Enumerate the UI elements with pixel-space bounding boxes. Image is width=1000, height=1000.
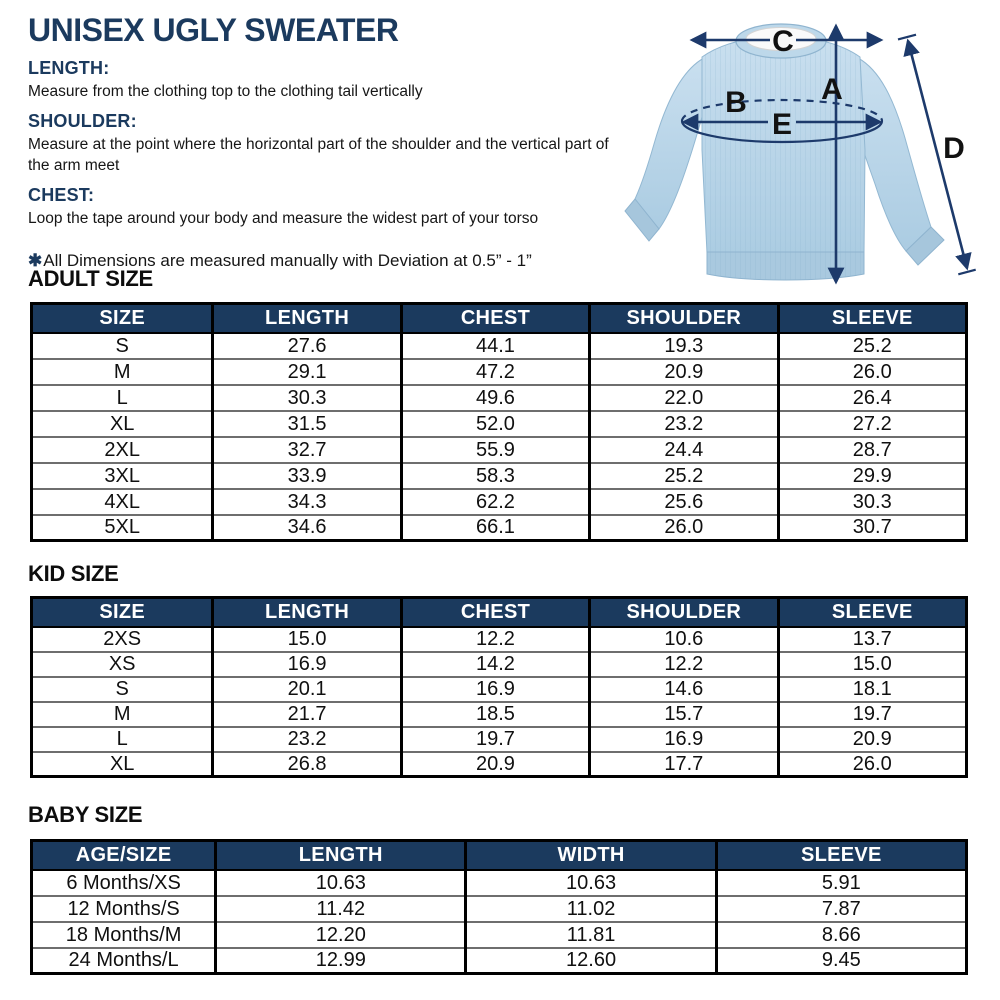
measurement-cell: 11.02	[466, 896, 716, 922]
size-cell: S	[32, 333, 213, 359]
measurement-cell: 19.7	[778, 702, 966, 727]
table-row	[32, 752, 967, 777]
size-cell: 2XL	[32, 437, 213, 463]
measurement-cell: 28.7	[778, 437, 966, 463]
size-cell: L	[32, 727, 213, 752]
column-header: SIZE	[32, 304, 213, 333]
column-header: CHEST	[401, 304, 589, 333]
kid-size-heading: KID SIZE	[28, 561, 119, 586]
sweater-shape	[625, 24, 944, 280]
measurement-cell: 15.7	[590, 702, 778, 727]
measurement-cell: 10.63	[466, 870, 716, 896]
measurement-cell: 29.1	[213, 359, 401, 385]
table-row	[32, 652, 967, 677]
size-cell: 2XS	[32, 627, 213, 652]
measurement-cell: 25.2	[778, 333, 966, 359]
measurement-cell: 12.60	[466, 948, 716, 974]
page-title: UNISEX UGLY SWEATER	[28, 12, 399, 48]
column-header: LENGTH	[216, 841, 466, 870]
measurement-cell: 62.2	[401, 489, 589, 515]
label-length: A	[821, 73, 843, 106]
table-row	[32, 896, 967, 922]
measurement-cell: 32.7	[213, 437, 401, 463]
measurement-cell: 26.0	[778, 752, 966, 777]
size-cell: XL	[32, 411, 213, 437]
measurement-cell: 20.9	[778, 727, 966, 752]
column-header: LENGTH	[213, 304, 401, 333]
measurement-cell: 33.9	[213, 463, 401, 489]
measurement-cell: 44.1	[401, 333, 589, 359]
header-row	[32, 598, 967, 627]
label-width: E	[771, 108, 793, 141]
column-header: SHOULDER	[590, 304, 778, 333]
table-row	[32, 702, 967, 727]
measurement-cell: 16.9	[213, 652, 401, 677]
measurement-cell: 27.2	[778, 411, 966, 437]
size-cell: 5XL	[32, 515, 213, 541]
table-row	[32, 411, 967, 437]
table-row	[32, 463, 967, 489]
measurement-cell: 15.0	[778, 652, 966, 677]
table-row	[32, 627, 967, 652]
table-row	[32, 333, 967, 359]
measurement-cell: 30.3	[213, 385, 401, 411]
column-header: AGE/SIZE	[32, 841, 216, 870]
adult-size-heading: ADULT SIZE	[28, 266, 153, 291]
measurement-cell: 52.0	[401, 411, 589, 437]
asterisk-icon: ✱	[28, 250, 43, 270]
size-cell: M	[32, 359, 213, 385]
header-row	[32, 304, 967, 333]
deviation-note-text: All Dimensions are measured manually with Deviation at 0.5” - 1”	[43, 250, 532, 270]
size-cell: M	[32, 702, 213, 727]
measurement-cell: 26.0	[590, 515, 778, 541]
measurement-cell: 12.2	[590, 652, 778, 677]
measurement-cell: 30.3	[778, 489, 966, 515]
table-row	[32, 948, 967, 974]
measurement-cell: 18.1	[778, 677, 966, 702]
column-header: LENGTH	[213, 598, 401, 627]
header-row	[32, 841, 967, 870]
measurement-cell: 47.2	[401, 359, 589, 385]
size-cell: 24 Months/L	[32, 948, 216, 974]
column-header: SHOULDER	[590, 598, 778, 627]
size-cell: S	[32, 677, 213, 702]
measurement-cell: 15.0	[213, 627, 401, 652]
adult-size-table	[30, 302, 968, 542]
measurement-cell: 20.9	[401, 752, 589, 777]
size-cell: 6 Months/XS	[32, 870, 216, 896]
measurement-cell: 34.3	[213, 489, 401, 515]
table-row	[32, 922, 967, 948]
baby-size-heading: BABY SIZE	[28, 802, 143, 827]
intro-block	[28, 12, 633, 271]
column-header: CHEST	[401, 598, 589, 627]
measurement-cell: 11.42	[216, 896, 466, 922]
measurement-cell: 24.4	[590, 437, 778, 463]
measurement-cell: 55.9	[401, 437, 589, 463]
measurement-cell: 26.4	[778, 385, 966, 411]
measurement-cell: 19.3	[590, 333, 778, 359]
table-row	[32, 870, 967, 896]
size-cell: 12 Months/S	[32, 896, 216, 922]
measurement-cell: 12.99	[216, 948, 466, 974]
measurement-cell: 66.1	[401, 515, 589, 541]
measurement-cell: 25.2	[590, 463, 778, 489]
label-shoulder: C	[772, 25, 794, 58]
measurement-cell: 12.2	[401, 627, 589, 652]
size-cell: 18 Months/M	[32, 922, 216, 948]
chest-instruction-text: Loop the tape around your body and measure the widest part of your torso	[28, 210, 539, 228]
measurement-cell: 16.9	[401, 677, 589, 702]
table-row	[32, 385, 967, 411]
label-chest: B	[725, 86, 747, 119]
measurement-cell: 17.7	[590, 752, 778, 777]
column-header: SLEEVE	[778, 598, 966, 627]
column-header: SLEEVE	[716, 841, 966, 870]
size-cell: L	[32, 385, 213, 411]
measurement-cell: 13.7	[778, 627, 966, 652]
size-cell: 4XL	[32, 489, 213, 515]
measurement-cell: 7.87	[716, 896, 966, 922]
measurement-cell: 10.6	[590, 627, 778, 652]
table-row	[32, 677, 967, 702]
table-row	[32, 515, 967, 541]
column-header: WIDTH	[466, 841, 716, 870]
measurement-cell: 18.5	[401, 702, 589, 727]
measurement-cell: 16.9	[590, 727, 778, 752]
measurement-cell: 25.6	[590, 489, 778, 515]
measurement-cell: 31.5	[213, 411, 401, 437]
size-cell: XL	[32, 752, 213, 777]
kid-size-table	[30, 596, 968, 778]
column-header: SIZE	[32, 598, 213, 627]
measurement-cell: 14.2	[401, 652, 589, 677]
baby-size-table	[30, 839, 968, 975]
measurement-cell: 23.2	[213, 727, 401, 752]
measurement-cell: 19.7	[401, 727, 589, 752]
measurement-cell: 5.91	[716, 870, 966, 896]
table-row	[32, 437, 967, 463]
label-sleeve: D	[943, 132, 965, 165]
sweater-illustration	[618, 0, 1000, 300]
size-cell: 3XL	[32, 463, 213, 489]
shoulder-instruction-heading: SHOULDER:	[28, 110, 137, 131]
measurement-cell: 29.9	[778, 463, 966, 489]
measurement-cell: 11.81	[466, 922, 716, 948]
measurement-cell: 14.6	[590, 677, 778, 702]
length-instruction-text: Measure from the clothing top to the clothing tail vertically	[28, 83, 423, 100]
size-cell: XS	[32, 652, 213, 677]
table-row	[32, 727, 967, 752]
measurement-cell: 27.6	[213, 333, 401, 359]
measurement-cell: 10.63	[216, 870, 466, 896]
chest-instruction-heading: CHEST:	[28, 185, 95, 206]
measurement-cell: 26.8	[213, 752, 401, 777]
measurement-cell: 8.66	[716, 922, 966, 948]
measurement-cell: 22.0	[590, 385, 778, 411]
measurement-cell: 20.9	[590, 359, 778, 385]
measurement-cell: 20.1	[213, 677, 401, 702]
table-row	[32, 489, 967, 515]
sweater-diagram	[618, 0, 1000, 300]
column-header: SLEEVE	[778, 304, 966, 333]
measurement-cell: 49.6	[401, 385, 589, 411]
measurement-cell: 21.7	[213, 702, 401, 727]
measurement-cell: 23.2	[590, 411, 778, 437]
measurement-cell: 12.20	[216, 922, 466, 948]
length-instruction-heading: LENGTH:	[28, 58, 110, 78]
measurement-cell: 58.3	[401, 463, 589, 489]
measurement-cell: 30.7	[778, 515, 966, 541]
measurement-cell: 34.6	[213, 515, 401, 541]
measurement-cell: 9.45	[716, 948, 966, 974]
shoulder-instruction-text: Measure at the point where the horizontal part of the shoulder and the vertical part of the arm meet	[28, 135, 609, 175]
measurement-cell: 26.0	[778, 359, 966, 385]
table-row	[32, 359, 967, 385]
